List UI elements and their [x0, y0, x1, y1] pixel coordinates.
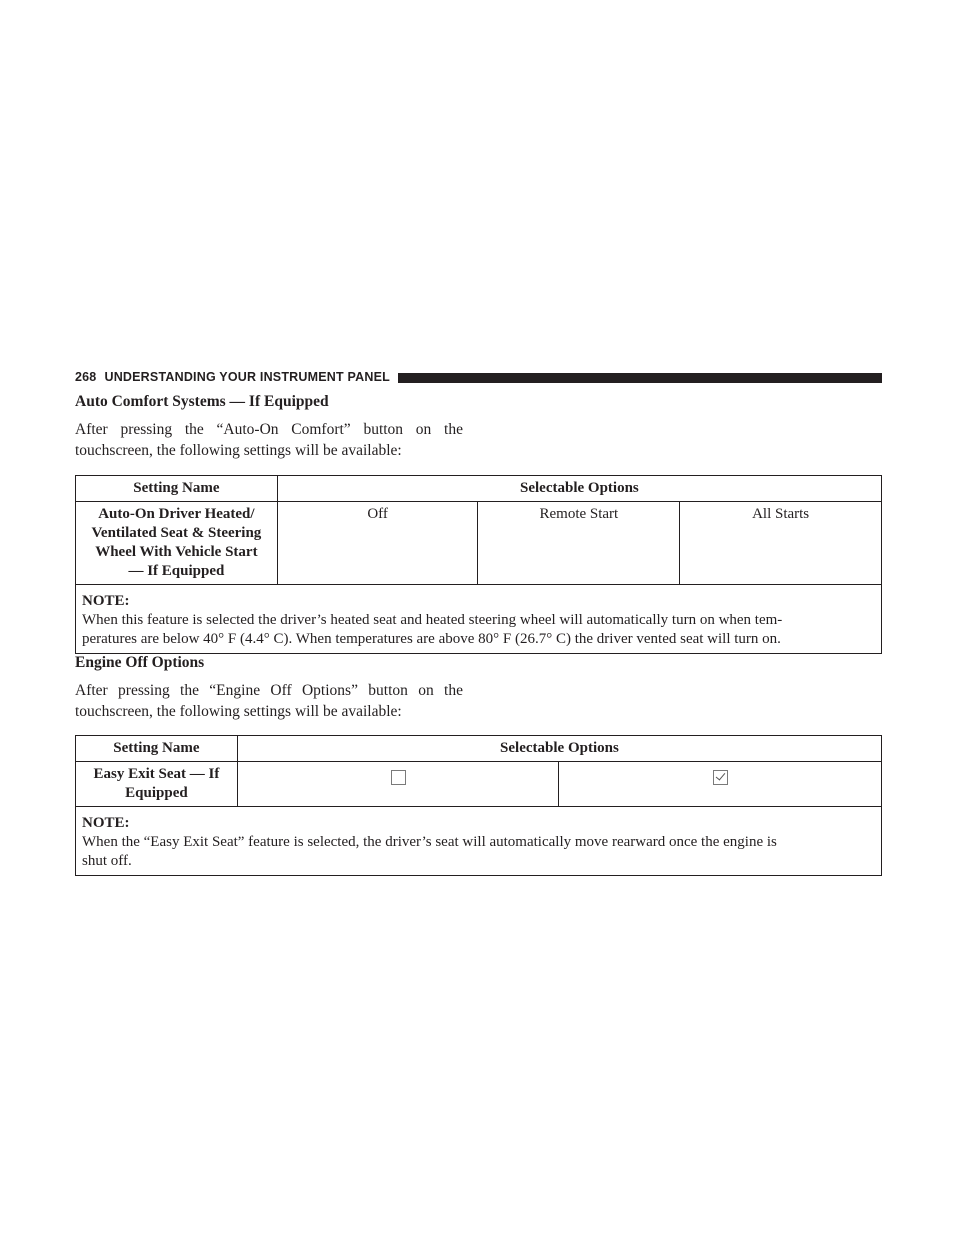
option-remote-start: Remote Start	[478, 502, 680, 585]
header-title: UNDERSTANDING YOUR INSTRUMENT PANEL	[104, 370, 390, 384]
intro-line: touchscreen, the following settings will be available:	[75, 703, 402, 720]
note-line: peratures are below 40° F (4.4° C). When temperatures are above 80° F (26.7° C) the driver vented seat will turn on.	[82, 631, 781, 647]
option-off: Off	[277, 502, 478, 585]
column-header-setting-name: Setting Name	[76, 476, 278, 502]
table-header-row	[76, 476, 882, 502]
setting-name-line: Equipped	[125, 785, 188, 801]
column-header-selectable-options: Selectable Options	[237, 736, 881, 762]
note-row	[76, 585, 882, 654]
note-line: shut off.	[82, 853, 132, 869]
option-checked-cell	[559, 762, 882, 807]
checkmark-icon	[715, 770, 725, 780]
setting-name-line: Auto-On Driver Heated/	[98, 506, 255, 522]
engine-off-settings-table	[75, 735, 882, 876]
page-header	[75, 366, 882, 388]
setting-name-line: Easy Exit Seat — If	[93, 766, 220, 782]
table-header-row	[76, 736, 882, 762]
setting-name-line: Ventilated Seat & Steering	[91, 525, 262, 541]
note-label: NOTE:	[82, 593, 130, 609]
note-cell	[76, 585, 882, 654]
page-number: 268	[75, 370, 97, 384]
table-row	[76, 762, 882, 807]
intro-paragraph-engine-off	[75, 680, 463, 722]
section-heading-engine-off: Engine Off Options	[75, 654, 205, 671]
column-header-selectable-options: Selectable Options	[277, 476, 881, 502]
setting-name-line: Wheel With Vehicle Start	[95, 544, 258, 560]
note-line: When this feature is selected the driver’s heated seat and heated steering wheel will automatically turn on when tem-	[82, 612, 783, 628]
intro-line: After pressing the “Auto-On Comfort” button on the	[75, 421, 463, 438]
note-row	[76, 807, 882, 876]
option-unchecked-cell	[237, 762, 559, 807]
auto-comfort-settings-table	[75, 475, 882, 654]
checked-box-icon	[713, 770, 728, 785]
column-header-setting-name: Setting Name	[76, 736, 238, 762]
option-all-starts: All Starts	[680, 502, 882, 585]
setting-name-cell	[76, 762, 238, 807]
note-label: NOTE:	[82, 815, 130, 831]
note-cell	[76, 807, 882, 876]
header-rule	[398, 373, 882, 383]
intro-paragraph-auto-comfort	[75, 419, 463, 461]
intro-line: After pressing the “Engine Off Options” button on the	[75, 682, 463, 699]
section-heading-auto-comfort: Auto Comfort Systems — If Equipped	[75, 393, 329, 410]
setting-name-cell	[76, 502, 278, 585]
table-row	[76, 502, 882, 585]
intro-line: touchscreen, the following settings will be available:	[75, 442, 402, 459]
note-line: When the “Easy Exit Seat” feature is selected, the driver’s seat will automatically move rearward once the engine is	[82, 834, 777, 850]
unchecked-box-icon	[391, 770, 406, 785]
setting-name-line: — If Equipped	[128, 563, 225, 579]
